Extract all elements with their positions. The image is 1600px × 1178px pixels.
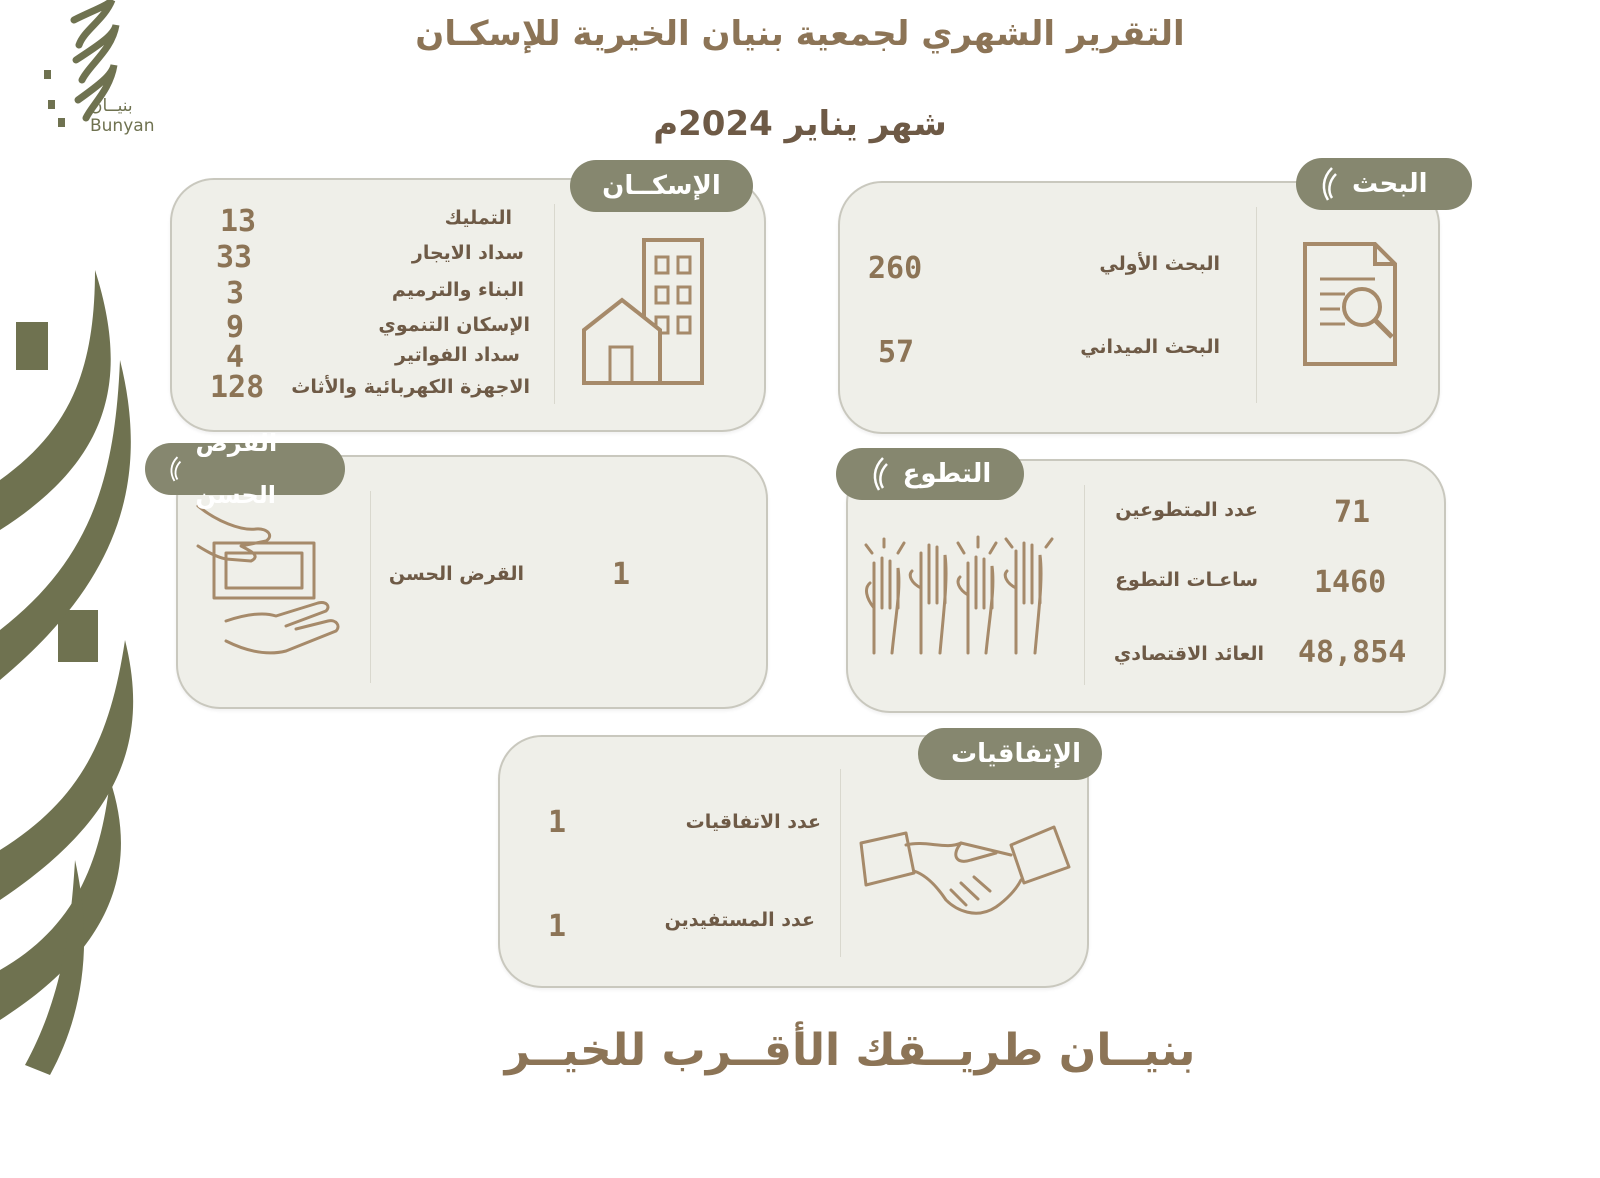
report-month: شهر يناير 2024م (653, 104, 947, 144)
tab-research (1296, 158, 1472, 210)
decorative-calligraphy (0, 260, 160, 1100)
agreements-value-2: 1 (548, 909, 567, 944)
housing-label-3: البناء والترميم (391, 279, 524, 301)
volunteer-value-1: 71 (1334, 495, 1371, 530)
volunteer-value-3: 48,854 (1298, 635, 1407, 670)
volunteer-tab-label: التطوع (902, 459, 992, 489)
tab-housing (570, 160, 753, 212)
agreements-label-1: عدد الاتفاقيات (685, 811, 821, 833)
agreements-tab-label: الإتفاقيات (950, 739, 1082, 769)
volunteer-label-1: عدد المتطوعين (1115, 499, 1258, 521)
volunteer-value-2: 1460 (1314, 565, 1387, 600)
loan-value-1: 1 (612, 557, 631, 592)
buildings-icon (582, 235, 707, 385)
research-label-1: البحث الأولي (1099, 253, 1220, 275)
housing-value-4: 9 (226, 310, 245, 345)
housing-label-4: الإسكان التنموي (378, 314, 530, 336)
tab-volunteer (836, 448, 1024, 500)
housing-value-1: 13 (220, 204, 257, 239)
document-search-icon (1300, 239, 1400, 369)
leaf-icon (167, 451, 183, 487)
research-card (838, 181, 1440, 434)
housing-label-2: سداد الايجار (411, 242, 524, 264)
housing-value-6: 128 (210, 370, 265, 405)
housing-value-2: 33 (216, 240, 253, 275)
tab-loan (145, 429, 345, 509)
leaf-icon (1318, 166, 1340, 202)
housing-value-3: 3 (226, 276, 245, 311)
leaf-icon (869, 456, 891, 492)
housing-value-5: 4 (226, 340, 245, 375)
agreements-label-2: عدد المستفيدين (664, 909, 815, 931)
volunteer-label-2: ساعـات التطوع (1115, 569, 1258, 591)
volunteer-label-3: العائد الاقتصادي (1113, 643, 1264, 665)
tab-agreements (918, 728, 1102, 780)
handshake-icon (856, 825, 1071, 935)
housing-tab-label: الإسكــان (602, 171, 721, 201)
logo-latin: Bunyan (90, 116, 155, 136)
housing-label-1: التمليك (444, 207, 512, 229)
logo-text (90, 96, 154, 136)
loan-label-1: القرض الحسن (388, 563, 524, 585)
agreements-value-1: 1 (548, 805, 567, 840)
research-value-2: 57 (878, 335, 915, 370)
research-label-2: البحث الميداني (1080, 336, 1220, 358)
loan-tab-label: القرض الحسن (195, 429, 278, 509)
money-hand-icon (196, 501, 341, 666)
housing-label-6: الاجهزة الكهربائية والأثاث (291, 376, 530, 398)
report-title: التقرير الشهري لجمعية بنيان الخيرية للإسكـان (415, 14, 1185, 54)
research-tab-label: البحث (1352, 169, 1428, 199)
raised-hands-icon (856, 533, 1066, 663)
research-value-1: 260 (868, 251, 923, 286)
housing-label-5: سداد الفواتير (395, 344, 520, 366)
footer-slogan: بنيــان طريــقك الأقــرب للخيــر (504, 1025, 1196, 1076)
housing-card (170, 178, 766, 432)
logo-arabic: بنيــان (90, 96, 133, 116)
